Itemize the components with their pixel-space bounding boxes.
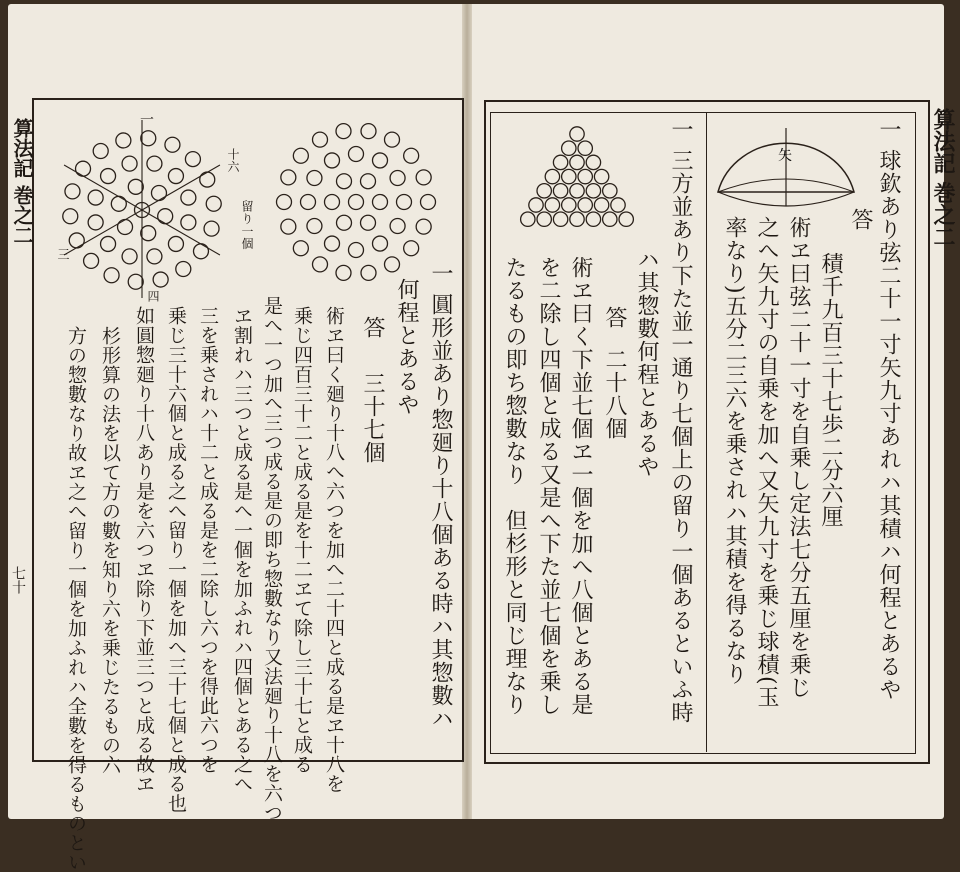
pile-circle	[118, 219, 133, 234]
pile-circle	[168, 236, 183, 251]
problem2-answer-label: 答	[602, 306, 627, 329]
left-problem-method-8: 杉形算の法を以て方の數を知り六を乗じたるもの六	[99, 326, 121, 775]
problem2-method-1: 術ヱ曰く下並七個ヱ一個を加へ八個とある是	[568, 256, 593, 716]
pile-circle	[349, 243, 364, 258]
pile-circle	[281, 219, 296, 234]
column-divider	[706, 112, 707, 752]
pile-circle	[586, 184, 600, 198]
pile-circle	[562, 141, 576, 155]
left-problem-method-9: 方の惣數なり故ヱ之へ留り一個を加ふれハ全數を得るものとい	[65, 326, 87, 872]
pile-circle	[390, 219, 405, 234]
left-problem-method-5: 三を乗されハ十二と成る是を二除し六つを得此六つを	[197, 306, 219, 774]
pile-circle	[416, 219, 431, 234]
pile-circle	[545, 169, 559, 183]
pile-circle	[116, 133, 131, 148]
pile-circle	[578, 141, 592, 155]
pile-circle	[101, 169, 116, 184]
pile-circle	[421, 195, 436, 210]
pile-circle	[553, 184, 567, 198]
pile-circle	[313, 132, 328, 147]
pile-circle	[416, 170, 431, 185]
problem2-question-1: 一 三方並あり下た並一通り七個上の留り一個あるといふ時	[668, 118, 693, 724]
pile-circle	[153, 272, 168, 287]
problem1-method-2: 之へ矢九寸の自乗を加へ又矢九寸を乗じ球積(玉	[754, 216, 779, 709]
pile-circle	[361, 265, 376, 280]
pile-circle	[336, 265, 351, 280]
pile-circle	[373, 195, 388, 210]
pile-circle	[404, 241, 419, 256]
pile-circle	[325, 236, 340, 251]
pile-circle	[578, 169, 592, 183]
figure-label-tomari: 留り一個	[240, 200, 254, 250]
problem2-method-3: たるもの即ち惣數なり 但杉形と同じ理なり	[502, 256, 527, 716]
pile-circle	[277, 195, 292, 210]
pile-circle	[570, 127, 584, 141]
pile-circle	[65, 184, 80, 199]
problem2-method-2: を二除し四個と成る又是へ下た並七個を乗し	[536, 256, 561, 716]
pile-circle	[307, 171, 322, 186]
pile-circle	[122, 156, 137, 171]
pile-circle	[88, 190, 103, 205]
pile-circle	[141, 226, 156, 241]
pile-circle	[63, 209, 78, 224]
pile-circle	[281, 170, 296, 185]
pile-circle	[147, 249, 162, 264]
problem1-method-1: 術ヱ曰弦二十一寸を自乗し定法七分五厘を乗じ	[786, 216, 811, 699]
pile-circle	[193, 244, 208, 259]
problem2-question-2: ハ其惣數何程とあるや	[634, 248, 659, 478]
pile-circle	[168, 169, 183, 184]
left-problem-method-6: 乗じ三十六個と成る之へ留り一個を加へ三十七個と成る也	[165, 306, 187, 813]
figure-label-4: 四	[146, 290, 160, 303]
pile-circle	[200, 172, 215, 187]
pile-circle	[337, 174, 352, 189]
left-problem-method-2: 乗じ四百三十二と成る是を十二ヱて除し三十七と成る	[291, 306, 313, 774]
pile-circle	[325, 195, 340, 210]
pile-circle	[185, 152, 200, 167]
pile-circle	[151, 186, 166, 201]
pile-circle	[337, 215, 352, 230]
pile-circle	[141, 131, 156, 146]
left-problem-method-4: ヱ割れハ三つと成る是へ一個を加ふれハ四個とある之へ	[231, 306, 253, 794]
left-problem-method-1: 術ヱ曰く廻り十八へ六つを加へ二十四と成る是ヱ十八を	[323, 306, 345, 794]
pile-circle	[76, 161, 91, 176]
pile-circle	[88, 215, 103, 230]
pile-circle	[101, 236, 116, 251]
right-margin-title: 算法記 巻之二	[930, 108, 956, 248]
figure-label-16: 十六	[226, 148, 240, 173]
problem1-answer: 積千九百三十七歩二分六厘	[818, 252, 843, 528]
pile-circle	[111, 196, 126, 211]
pile-circle	[397, 195, 412, 210]
pile-circle	[578, 198, 592, 212]
pile-circle	[349, 195, 364, 210]
pile-circle	[307, 219, 322, 234]
pile-circle	[293, 241, 308, 256]
pile-circle	[537, 184, 551, 198]
pile-circle	[619, 212, 633, 226]
pile-circle	[537, 212, 551, 226]
problem1-question: 一 球欽あり弦二十一寸矢九寸あれハ其積ハ何程とあるや	[876, 118, 901, 701]
pile-circle	[603, 184, 617, 198]
pile-circle	[529, 198, 543, 212]
pile-circle	[361, 124, 376, 139]
pile-circle	[181, 215, 196, 230]
pile-circle	[128, 274, 143, 289]
pile-circle	[594, 169, 608, 183]
pile-circle	[373, 236, 388, 251]
problem1-method-3: 率なり)五分二三六を乗されハ其積を得るなり	[722, 216, 747, 686]
figure-label-3: 三	[56, 248, 70, 261]
pile-circle	[562, 169, 576, 183]
pile-circle	[361, 174, 376, 189]
left-problem-method-7: 如圓惣廻り十八あり是を六つヱ除り下並三つと成る故ヱ	[133, 306, 155, 794]
pile-circle	[158, 209, 173, 224]
figure-label-ya: 矢	[778, 148, 792, 164]
pile-circle	[603, 212, 617, 226]
pile-circle	[390, 171, 405, 186]
pile-circle	[553, 155, 567, 169]
pile-circle	[325, 153, 340, 168]
pile-circle	[404, 148, 419, 163]
left-problem-question-2: 何程とあるや	[394, 278, 419, 416]
pile-circle	[206, 196, 221, 211]
left-problem-question-1: 一 圓形並あり惣廻り十八個ある時ハ其惣數ハ	[428, 262, 453, 730]
pile-circle	[84, 253, 99, 268]
pile-circle	[586, 212, 600, 226]
pile-circle	[349, 147, 364, 162]
pile-circle	[545, 198, 559, 212]
left-margin-title: 算法記 巻之二	[10, 118, 34, 245]
pile-circle	[570, 212, 584, 226]
pile-circle	[361, 215, 376, 230]
left-problem-answer-label: 答	[360, 316, 385, 339]
pile-circle	[165, 137, 180, 152]
pile-circle	[570, 155, 584, 169]
pile-circle	[128, 179, 143, 194]
pile-circle	[570, 184, 584, 198]
left-problem-method-3: 是へ一つ加へ三つ成る是の即ち惣數なり又法廻り十八を六つ	[261, 296, 283, 823]
pile-circle	[301, 195, 316, 210]
pile-circle	[181, 190, 196, 205]
pile-circle	[586, 155, 600, 169]
pile-circle	[553, 212, 567, 226]
pile-circle	[313, 257, 328, 272]
pile-circle	[69, 233, 84, 248]
pile-circle	[611, 198, 625, 212]
pile-circle	[293, 148, 308, 163]
pile-circle	[122, 249, 137, 264]
triangular-pile-figure	[492, 122, 662, 238]
pile-circle	[385, 132, 400, 147]
pile-circle	[147, 156, 162, 171]
folio-number: 七十	[10, 566, 26, 594]
pile-circle	[562, 198, 576, 212]
figure-label-1: 一	[138, 112, 154, 127]
pile-circle	[521, 212, 535, 226]
pile-circle	[176, 261, 191, 276]
pile-circle	[373, 153, 388, 168]
left-problem-answer: 三十七個	[360, 372, 385, 464]
pile-circle	[336, 124, 351, 139]
pile-circle	[385, 257, 400, 272]
pile-circle	[594, 198, 608, 212]
pile-circle	[104, 268, 119, 283]
problem1-answer-label: 答	[848, 208, 873, 231]
pile-circle	[93, 144, 108, 159]
problem2-answer: 二十八個	[602, 348, 627, 440]
pile-circle	[204, 221, 219, 236]
